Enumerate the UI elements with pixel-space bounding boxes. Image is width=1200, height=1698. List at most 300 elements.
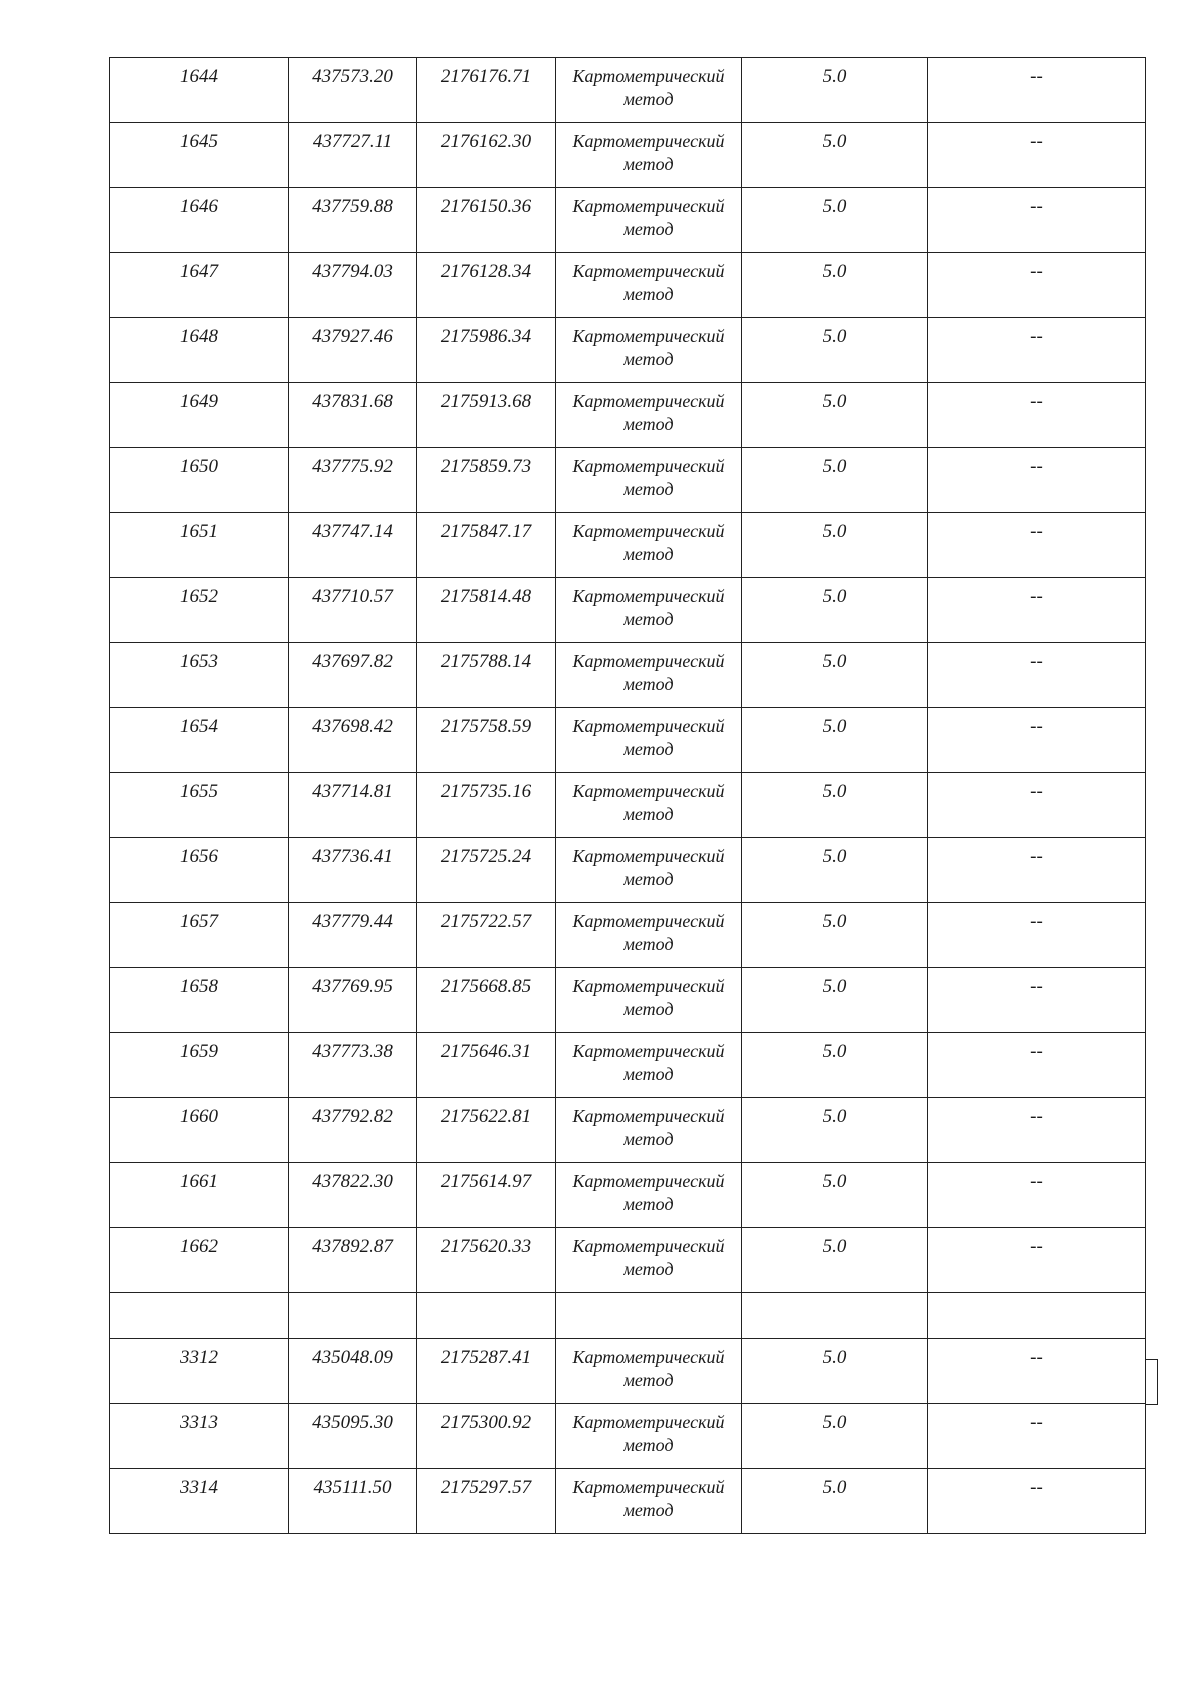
accuracy-cell [742, 1469, 928, 1534]
point-number-cell [110, 1098, 289, 1163]
point-number-cell [110, 708, 289, 773]
y-coordinate-text: 2175300.92 [440, 1412, 532, 1433]
accuracy-cell [742, 123, 928, 188]
x-coordinate-text: 437714.81 [312, 781, 393, 802]
method-text: Картометрический метод [572, 976, 725, 1019]
method-cell [556, 903, 742, 968]
accuracy-text: 5.0 [822, 1477, 847, 1498]
accuracy-cell [742, 1033, 928, 1098]
method-text: Картометрический метод [572, 1171, 725, 1214]
note-text: -- [1030, 391, 1043, 412]
note-text: -- [1030, 1412, 1043, 1433]
y-coordinate-cell [417, 513, 556, 578]
x-coordinate-cell [289, 578, 417, 643]
note-text: -- [1030, 586, 1043, 607]
y-coordinate-text: 2176162.30 [440, 131, 532, 152]
x-coordinate-cell [289, 1228, 417, 1293]
x-coordinate-cell [289, 1033, 417, 1098]
note-cell [928, 773, 1146, 838]
accuracy-cell [742, 1163, 928, 1228]
x-coordinate-text: 435048.09 [312, 1347, 393, 1368]
table-row [110, 903, 1146, 968]
note-text: -- [1030, 1236, 1043, 1257]
method-text: Картометрический метод [572, 261, 725, 304]
accuracy-cell [742, 188, 928, 253]
x-coordinate-cell [289, 1404, 417, 1469]
y-coordinate-text: 2175614.97 [440, 1171, 532, 1192]
accuracy-cell [742, 253, 928, 318]
accuracy-text: 5.0 [822, 261, 847, 282]
y-coordinate-cell [417, 838, 556, 903]
method-text: Картометрический метод [572, 846, 725, 889]
y-coordinate-text: 2176176.71 [440, 66, 532, 87]
point-number-text: 1647 [180, 261, 218, 282]
accuracy-text: 5.0 [822, 586, 847, 607]
x-coordinate-cell [289, 708, 417, 773]
accuracy-text: 5.0 [822, 1171, 847, 1192]
x-coordinate-text: 437773.38 [312, 1041, 393, 1062]
table-row [110, 253, 1146, 318]
x-coordinate-text: 437697.82 [312, 651, 393, 672]
y-coordinate-cell [417, 1033, 556, 1098]
note-cell [928, 318, 1146, 383]
accuracy-cell [742, 903, 928, 968]
coordinates-table-body [110, 58, 1146, 1534]
accuracy-cell [742, 318, 928, 383]
accuracy-text: 5.0 [822, 131, 847, 152]
point-number-text: 3314 [180, 1477, 218, 1498]
accuracy-text: 5.0 [822, 391, 847, 412]
table-row [110, 838, 1146, 903]
point-number-text: 1662 [180, 1236, 218, 1257]
point-number-cell [110, 903, 289, 968]
x-coordinate-text: 437736.41 [312, 846, 393, 867]
accuracy-cell [742, 1339, 928, 1404]
method-text: Картометрический метод [572, 131, 725, 174]
accuracy-text: 5.0 [822, 196, 847, 217]
point-number-cell [110, 1228, 289, 1293]
method-cell [556, 1339, 742, 1404]
note-text: -- [1030, 1171, 1043, 1192]
table-row [110, 513, 1146, 578]
x-coordinate-text: 437892.87 [312, 1236, 393, 1257]
point-number-text: 1649 [180, 391, 218, 412]
accuracy-text: 5.0 [822, 716, 847, 737]
x-coordinate-text: 437792.82 [312, 1106, 393, 1127]
x-coordinate-text: 437759.88 [312, 196, 393, 217]
point-number-cell [110, 318, 289, 383]
method-cell [556, 513, 742, 578]
method-cell [556, 188, 742, 253]
point-number-text: 1655 [180, 781, 218, 802]
table-row [110, 773, 1146, 838]
x-coordinate-text: 437794.03 [312, 261, 393, 282]
x-coordinate-cell [289, 1163, 417, 1228]
x-coordinate-text: 437927.46 [312, 326, 393, 347]
note-cell [928, 58, 1146, 123]
y-coordinate-cell [417, 643, 556, 708]
y-coordinate-cell [417, 448, 556, 513]
method-text: Картометрический метод [572, 1236, 725, 1279]
point-number-cell [110, 643, 289, 708]
note-text: -- [1030, 1347, 1043, 1368]
x-coordinate-text: 437710.57 [312, 586, 393, 607]
note-cell [928, 1339, 1146, 1404]
note-cell [928, 838, 1146, 903]
method-text: Картометрический метод [572, 1477, 725, 1520]
y-coordinate-text: 2175814.48 [440, 586, 532, 607]
y-coordinate-text: 2175646.31 [440, 1041, 532, 1062]
x-coordinate-cell [289, 1469, 417, 1534]
x-coordinate-cell [289, 58, 417, 123]
accuracy-cell [742, 1404, 928, 1469]
accuracy-cell [742, 578, 928, 643]
method-text: Картометрический метод [572, 391, 725, 434]
y-coordinate-cell [417, 773, 556, 838]
accuracy-cell [742, 773, 928, 838]
note-cell [928, 448, 1146, 513]
x-coordinate-cell [289, 448, 417, 513]
method-text: Картометрический метод [572, 456, 725, 499]
point-number-text: 1650 [180, 456, 218, 477]
table-row [110, 1339, 1146, 1404]
method-text: Картометрический метод [572, 196, 725, 239]
note-cell [928, 903, 1146, 968]
accuracy-text: 5.0 [822, 1347, 847, 1368]
method-cell [556, 708, 742, 773]
note-cell [928, 513, 1146, 578]
method-cell [556, 58, 742, 123]
point-number-text: 1656 [180, 846, 218, 867]
method-cell [556, 253, 742, 318]
note-text: -- [1030, 521, 1043, 542]
y-coordinate-cell [417, 318, 556, 383]
point-number-text: 1660 [180, 1106, 218, 1127]
accuracy-text: 5.0 [822, 326, 847, 347]
point-number-text: 1644 [180, 66, 218, 87]
y-coordinate-cell [417, 578, 556, 643]
accuracy-text: 5.0 [822, 651, 847, 672]
method-text: Картометрический метод [572, 651, 725, 694]
x-coordinate-cell [289, 643, 417, 708]
note-text: -- [1030, 66, 1043, 87]
table-row [110, 123, 1146, 188]
x-coordinate-cell [289, 318, 417, 383]
method-cell [556, 838, 742, 903]
method-text: Картометрический метод [572, 716, 725, 759]
accuracy-cell [742, 1098, 928, 1163]
point-number-cell [110, 448, 289, 513]
accuracy-text: 5.0 [822, 456, 847, 477]
point-number-text: 1651 [180, 521, 218, 542]
point-number-cell [110, 513, 289, 578]
accuracy-text: 5.0 [822, 1041, 847, 1062]
table-row [110, 1098, 1146, 1163]
x-coordinate-cell [289, 903, 417, 968]
point-number-cell [110, 123, 289, 188]
y-coordinate-text: 2175668.85 [440, 976, 532, 997]
table-row [110, 1404, 1146, 1469]
y-coordinate-cell [417, 1404, 556, 1469]
method-text: Картометрический метод [572, 66, 725, 109]
x-coordinate-cell [289, 383, 417, 448]
accuracy-cell [742, 968, 928, 1033]
method-cell [556, 1469, 742, 1534]
note-cell [928, 188, 1146, 253]
point-number-text: 1653 [180, 651, 218, 672]
accuracy-cell [742, 383, 928, 448]
y-coordinate-text: 2175758.59 [440, 716, 532, 737]
y-coordinate-cell [417, 1469, 556, 1534]
accuracy-text: 5.0 [822, 1106, 847, 1127]
y-coordinate-text: 2175287.41 [440, 1347, 532, 1368]
y-coordinate-text: 2175859.73 [440, 456, 532, 477]
method-cell [556, 578, 742, 643]
point-number-text: 1661 [180, 1171, 218, 1192]
x-coordinate-text: 437822.30 [312, 1171, 393, 1192]
accuracy-cell [742, 643, 928, 708]
point-number-text: 1657 [180, 911, 218, 932]
method-text: Картометрический метод [572, 521, 725, 564]
method-text: Картометрический метод [572, 911, 725, 954]
accuracy-text: 5.0 [822, 1236, 847, 1257]
table-row [110, 318, 1146, 383]
point-number-cell [110, 1163, 289, 1228]
note-cell [928, 643, 1146, 708]
note-cell [928, 1293, 1146, 1339]
method-cell [556, 318, 742, 383]
note-text: -- [1030, 781, 1043, 802]
note-text: -- [1030, 716, 1043, 737]
note-cell [928, 123, 1146, 188]
method-cell [556, 123, 742, 188]
accuracy-text: 5.0 [822, 521, 847, 542]
note-text: -- [1030, 1106, 1043, 1127]
accuracy-text: 5.0 [822, 66, 847, 87]
y-coordinate-text: 2175788.14 [440, 651, 532, 672]
point-number-text: 3312 [180, 1347, 218, 1368]
x-coordinate-cell [289, 123, 417, 188]
table-row [110, 1228, 1146, 1293]
point-number-text: 1648 [180, 326, 218, 347]
point-number-cell [110, 1293, 289, 1339]
point-number-cell [110, 1339, 289, 1404]
x-coordinate-cell [289, 1293, 417, 1339]
note-text: -- [1030, 846, 1043, 867]
point-number-text: 1652 [180, 586, 218, 607]
point-number-text: 3313 [180, 1412, 218, 1433]
x-coordinate-cell [289, 513, 417, 578]
x-coordinate-text: 437779.44 [312, 911, 393, 932]
table-row [110, 968, 1146, 1033]
x-coordinate-cell [289, 188, 417, 253]
method-text: Картометрический метод [572, 1041, 725, 1084]
note-text: -- [1030, 1041, 1043, 1062]
method-text: Картометрический метод [572, 586, 725, 629]
point-number-text: 1654 [180, 716, 218, 737]
y-coordinate-cell [417, 708, 556, 773]
y-coordinate-text: 2175722.57 [440, 911, 532, 932]
y-coordinate-cell [417, 1098, 556, 1163]
accuracy-cell [742, 1293, 928, 1339]
accuracy-text: 5.0 [822, 846, 847, 867]
point-number-text [110, 1293, 288, 1300]
method-text: Картометрический метод [572, 326, 725, 369]
coordinates-table [109, 57, 1146, 1534]
method-text: Картометрический метод [572, 1412, 725, 1455]
point-number-text: 1658 [180, 976, 218, 997]
note-text: -- [1030, 196, 1043, 217]
method-cell [556, 448, 742, 513]
point-number-cell [110, 188, 289, 253]
point-number-cell [110, 253, 289, 318]
x-coordinate-cell [289, 1098, 417, 1163]
note-text: -- [1030, 651, 1043, 672]
table-row [110, 188, 1146, 253]
y-coordinate-text [417, 1293, 555, 1300]
note-cell [928, 1163, 1146, 1228]
y-coordinate-text: 2175847.17 [440, 521, 532, 542]
table-row [110, 1469, 1146, 1534]
note-cell [928, 253, 1146, 318]
x-coordinate-text: 437775.92 [312, 456, 393, 477]
y-coordinate-text: 2175986.34 [440, 326, 532, 347]
x-coordinate-text: 437573.20 [312, 66, 393, 87]
point-number-cell [110, 1469, 289, 1534]
x-coordinate-cell [289, 838, 417, 903]
y-coordinate-text: 2175913.68 [440, 391, 532, 412]
point-number-text: 1659 [180, 1041, 218, 1062]
table-row [110, 58, 1146, 123]
y-coordinate-cell [417, 1163, 556, 1228]
y-coordinate-cell [417, 1293, 556, 1339]
point-number-text: 1645 [180, 131, 218, 152]
note-text: -- [1030, 261, 1043, 282]
table-row [110, 578, 1146, 643]
accuracy-cell [742, 513, 928, 578]
note-cell [928, 383, 1146, 448]
point-number-cell [110, 968, 289, 1033]
accuracy-cell [742, 58, 928, 123]
note-cell [928, 1404, 1146, 1469]
accuracy-cell [742, 708, 928, 773]
x-coordinate-text: 437769.95 [312, 976, 393, 997]
method-cell [556, 773, 742, 838]
x-coordinate-cell [289, 773, 417, 838]
point-number-cell [110, 58, 289, 123]
x-coordinate-text [289, 1293, 416, 1300]
point-number-text: 1646 [180, 196, 218, 217]
accuracy-text [742, 1293, 927, 1300]
table-row [110, 448, 1146, 513]
method-cell [556, 1404, 742, 1469]
point-number-cell [110, 838, 289, 903]
y-coordinate-cell [417, 58, 556, 123]
x-coordinate-text: 435095.30 [312, 1412, 393, 1433]
note-text: -- [1030, 976, 1043, 997]
note-cell [928, 1033, 1146, 1098]
accuracy-cell [742, 448, 928, 513]
y-coordinate-cell [417, 968, 556, 1033]
y-coordinate-text: 2176128.34 [440, 261, 532, 282]
y-coordinate-text: 2176150.36 [440, 196, 532, 217]
table-row [110, 383, 1146, 448]
accuracy-text: 5.0 [822, 1412, 847, 1433]
note-cell [928, 578, 1146, 643]
note-cell [928, 968, 1146, 1033]
method-cell [556, 1033, 742, 1098]
y-coordinate-text: 2175725.24 [440, 846, 532, 867]
method-text: Картометрический метод [572, 781, 725, 824]
y-coordinate-cell [417, 253, 556, 318]
table-row [110, 1033, 1146, 1098]
note-text: -- [1030, 911, 1043, 932]
x-coordinate-text: 437698.42 [312, 716, 393, 737]
note-cell [928, 1469, 1146, 1534]
note-cell [928, 708, 1146, 773]
y-coordinate-cell [417, 1339, 556, 1404]
point-number-cell [110, 773, 289, 838]
method-cell [556, 1163, 742, 1228]
method-text [556, 1293, 741, 1300]
point-number-cell [110, 383, 289, 448]
note-text [928, 1293, 1145, 1300]
x-coordinate-text: 437831.68 [312, 391, 393, 412]
table-row [110, 1163, 1146, 1228]
note-cell [928, 1098, 1146, 1163]
accuracy-text: 5.0 [822, 976, 847, 997]
y-coordinate-cell [417, 903, 556, 968]
method-cell [556, 1098, 742, 1163]
accuracy-text: 5.0 [822, 911, 847, 932]
note-cell [928, 1228, 1146, 1293]
x-coordinate-text: 437727.11 [312, 131, 393, 152]
y-coordinate-text: 2175297.57 [440, 1477, 532, 1498]
point-number-cell [110, 1404, 289, 1469]
note-text: -- [1030, 456, 1043, 477]
table-edge-mark [1145, 1359, 1158, 1405]
point-number-cell [110, 1033, 289, 1098]
accuracy-text: 5.0 [822, 781, 847, 802]
table-row [110, 708, 1146, 773]
y-coordinate-cell [417, 383, 556, 448]
note-text: -- [1030, 326, 1043, 347]
accuracy-cell [742, 838, 928, 903]
note-text: -- [1030, 131, 1043, 152]
method-cell [556, 1293, 742, 1339]
table-row [110, 1293, 1146, 1339]
method-cell [556, 968, 742, 1033]
y-coordinate-cell [417, 123, 556, 188]
y-coordinate-text: 2175735.16 [440, 781, 532, 802]
method-text: Картометрический метод [572, 1106, 725, 1149]
point-number-cell [110, 578, 289, 643]
note-text: -- [1030, 1477, 1043, 1498]
x-coordinate-cell [289, 968, 417, 1033]
method-text: Картометрический метод [572, 1347, 725, 1390]
x-coordinate-cell [289, 253, 417, 318]
y-coordinate-text: 2175620.33 [440, 1236, 532, 1257]
method-cell [556, 383, 742, 448]
x-coordinate-text: 435111.50 [313, 1477, 392, 1498]
method-cell [556, 1228, 742, 1293]
x-coordinate-text: 437747.14 [312, 521, 393, 542]
y-coordinate-cell [417, 1228, 556, 1293]
x-coordinate-cell [289, 1339, 417, 1404]
accuracy-cell [742, 1228, 928, 1293]
y-coordinate-text: 2175622.81 [440, 1106, 532, 1127]
y-coordinate-cell [417, 188, 556, 253]
